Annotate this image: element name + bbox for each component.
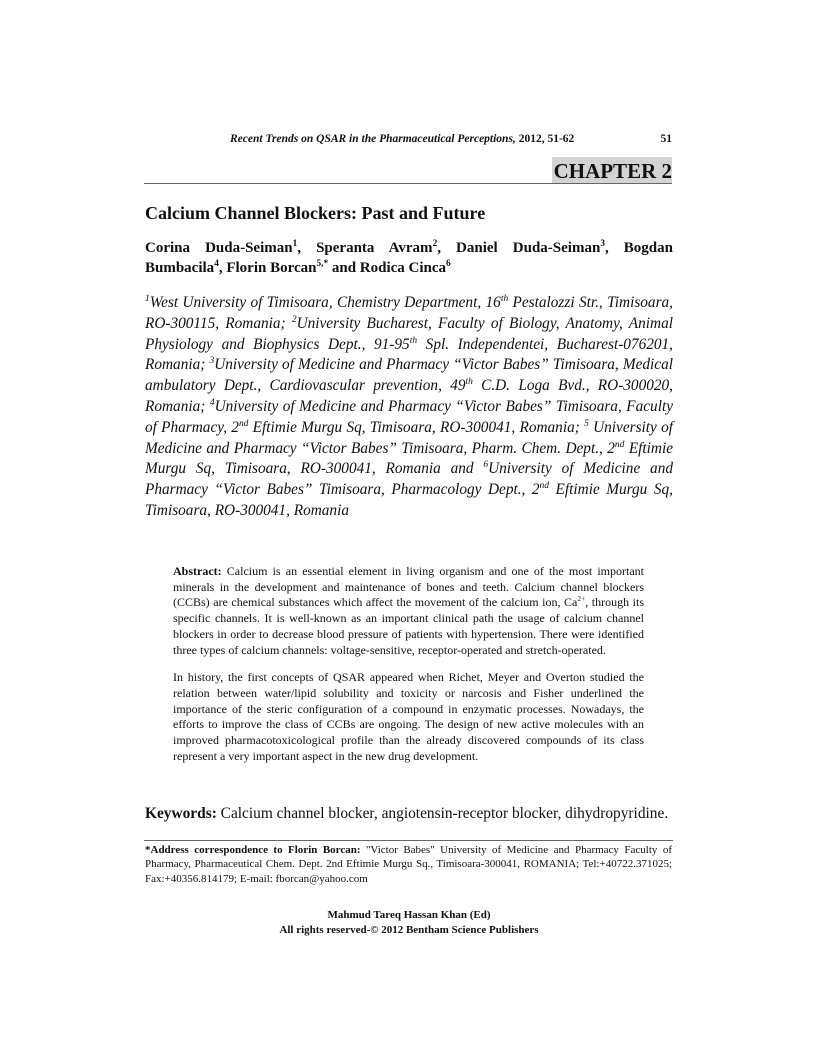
abstract <box>173 564 644 776</box>
abstract-paragraph: In history, the first concepts of QSAR appeared when Richet, Meyer and Overton studied the relation between water/lipid solubility and toxicity or narcosis and Fisher underlined the importance of the steric configuration of a compound in enzymatic processes. Nowadays, the efforts to improve the class of CCBs are ongoing. The design of new active molecules with an improved pharmacotoxicological profile than the already discovered compounds of its class represent a very important aspect in the new drug development. <box>173 670 644 763</box>
page-number: 51 <box>660 133 672 145</box>
abstract-paragraph: Abstract: Calcium is an essential element in living organism and one of the most important minerals in the development and maintenance of bones and teeth. Calcium channel blockers (CCBs) are chemical substances which affect the movement of the calcium ion, $Ca^{2+}$, through its specific channels. It is well-known as an important clinical path the usage of calcium channel blockers in order to decrease blood pressure of patients with hypertension. There were identified three types of calcium channels: voltage-sensitive, receptor-operated and stretch-operated. <box>173 564 644 657</box>
author: Florin Borcan <box>226 260 317 276</box>
paper-title: Calcium Channel Blockers: Past and Future <box>145 203 486 223</box>
author: Speranta Avram <box>316 240 433 256</box>
correspondence-footnote: *Address correspondence to Florin Borcan: "Victor Babes" University of Medicine and Pharmacy Faculty of Pharmacy, Pharmaceutical Chem. Dept. 2nd Eftimie Murgu Sq., Timisoara-300041, ROMANIA; Tel:+40722.371025; Fax:+40356.814179; E-mail: fborcan@yahoo.com <box>145 844 672 885</box>
footnote-divider <box>144 840 673 841</box>
copyright-line: All rights reserved-© 2012 Bentham Science Publishers <box>279 924 539 936</box>
author-list: Corina Duda-Seiman$^1$, Speranta Avram$^2$, Daniel Duda-Seiman$^3$, Bogdan Bumbacila$^4$, Florin Borcan$^{5,*}$ and Rodica Cinca$^6$ <box>145 239 673 276</box>
chapter-label: CHAPTER 2 <box>553 159 672 183</box>
publisher-footer <box>145 908 673 938</box>
author: Rodica Cinca <box>359 260 447 276</box>
author: Daniel Duda-Seiman <box>456 240 601 256</box>
chapter-divider <box>144 183 672 184</box>
affiliations: $^1$West University of Timisoara, Chemistry Department, 16th Pestalozzi Str., Timisoara, RO-300115, Romania; $^2$University Bucharest, Faculty of Biology, Anatomy, Animal Physiology and Biophysics Dept., 91-95th Spl. Independentei, Bucharest-076201, Romania; $^3$University of Medicine and Pharmacy “Victor Babes” Timisoara, Medical ambulatory Dept., Cardiovascular prevention, 49th C.D. Loga Bvd., RO-300020, Romania; $^4$University of Medicine and Pharmacy “Victor Babes” Timisoara, Faculty of Pharmacy, 2nd Eftimie Murgu Sq, Timisoara, RO-300041, Romania; $^5$ University of Medicine and Pharmacy “Victor Babes” Timisoara, Pharm. Chem. Dept., 2nd Eftimie Murgu Sq, Timisoara, RO-300041, Romania and $^6$University of Medicine and Pharmacy “Victor Babes” Timisoara, Pharmacology Dept., 2nd Eftimie Murgu Sq, Timisoara, RO-300041, Romania <box>145 293 674 519</box>
keywords: Keywords: Calcium channel blocker, angiotensin-receptor blocker, dihydropyridine. <box>145 805 669 822</box>
abstract-label: Abstract: <box>173 564 222 578</box>
keywords-label: Keywords: <box>145 805 217 822</box>
author: Corina Duda-Seiman <box>145 240 293 256</box>
journal-source: Recent Trends on QSAR in the Pharmaceutical Perceptions, 2012, 51-62 <box>230 133 575 145</box>
author: Bogdan Bumbacila <box>145 240 673 276</box>
editor-line: Mahmud Tareq Hassan Khan (Ed) <box>327 909 491 921</box>
